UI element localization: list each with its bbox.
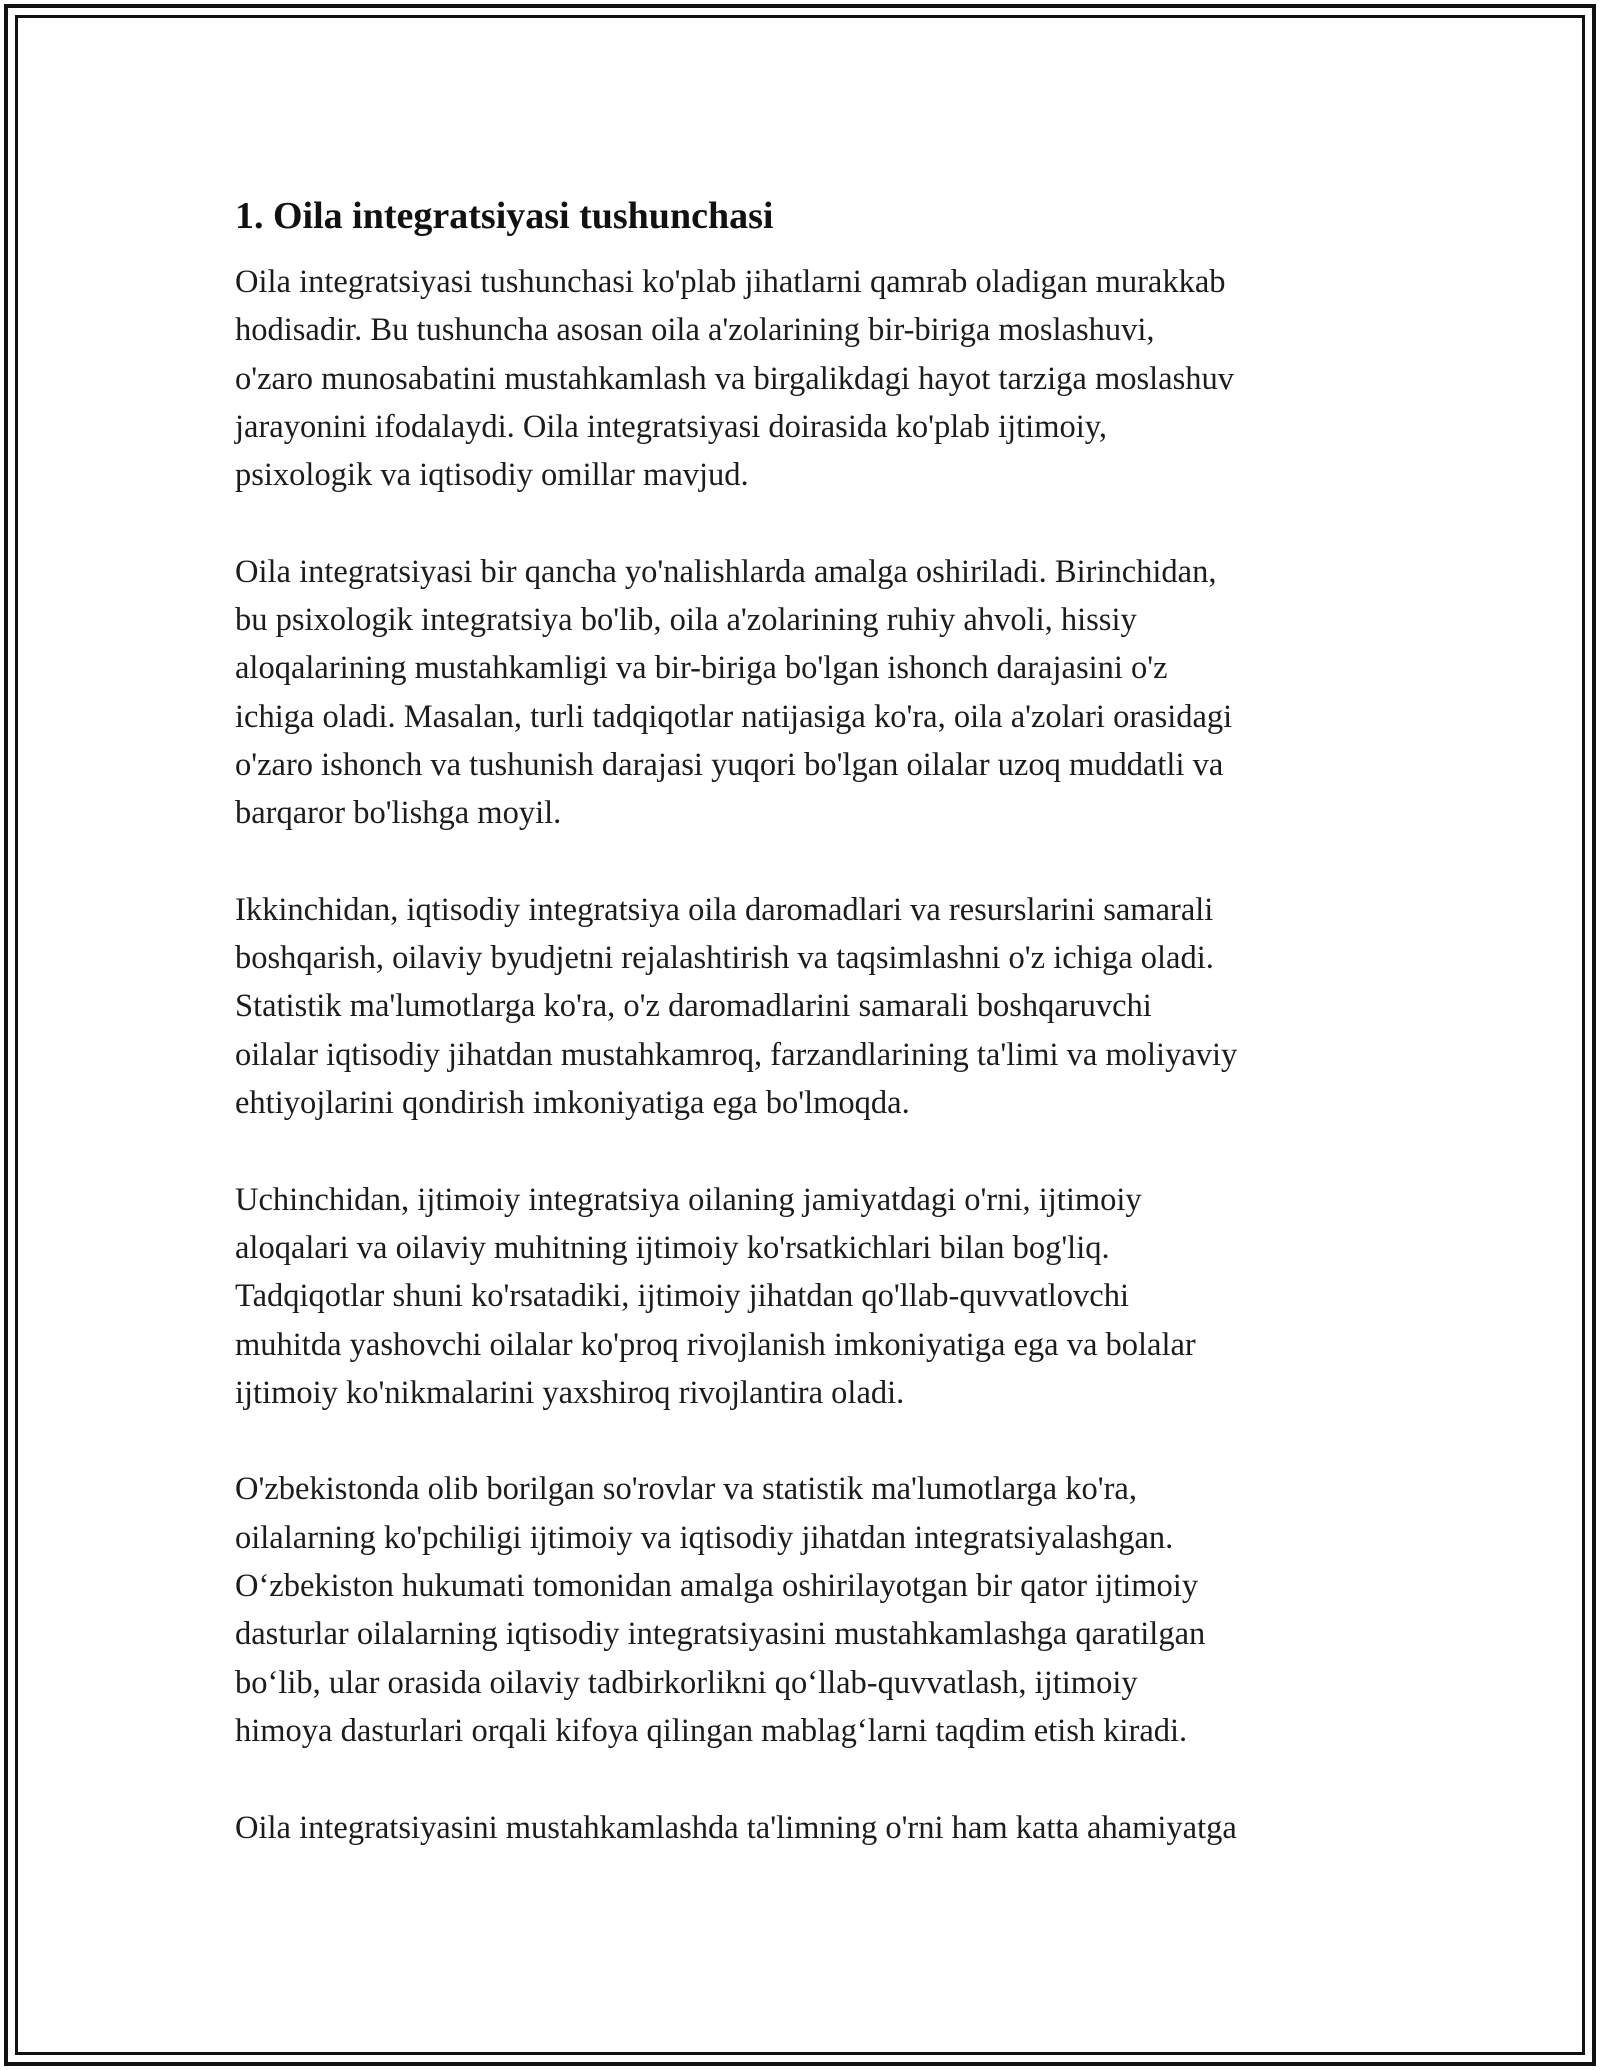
text-line: aloqalari va oilaviy muhitning ijtimoiy ko'rsatkichlari bilan bog'liq. (235, 1229, 1110, 1266)
text-line: o'zaro ishonch va tushunish darajasi yuqori bo'lgan oilalar uzoq muddatli va (235, 746, 1224, 783)
section-heading: 1. Oila integratsiyasi tushunchasi (235, 195, 774, 237)
text-line: oilalarning ko'pchiligi ijtimoiy va iqtisodiy jihatdan integratsiyalashgan. (235, 1519, 1174, 1556)
text-line: ehtiyojlarini qondirish imkoniyatiga ega bo'lmoqda. (235, 1085, 910, 1122)
text-line: Ikkinchidan, iqtisodiy integratsiya oila daromadlari va resurslarini samarali (235, 891, 1214, 928)
text-line: O'zbekistonda olib borilgan so'rovlar va statistik ma'lumotlarga ko'ra, (235, 1471, 1137, 1508)
text-line: aloqalarining mustahkamligi va bir-biriga bo'lgan ishonch darajasini o'z (235, 650, 1168, 687)
text-line: Tadqiqotlar shuni ko'rsatadiki, ijtimoiy jihatdan qo'llab-quvvatlovchi (235, 1278, 1130, 1315)
text-line: jarayonini ifodalaydi. Oila integratsiyasi doirasida ko'plab ijtimoiy, (235, 408, 1108, 445)
text-line: barqaror bo'lishga moyil. (235, 795, 562, 832)
text-line: O‘zbekiston hukumati tomonidan amalga oshirilayotgan bir qator ijtimoiy (235, 1568, 1199, 1605)
text-line: bu psixologik integratsiya bo'lib, oila a'zolarining ruhiy ahvoli, hissiy (235, 602, 1137, 639)
text-line: bo‘lib, ular orasida oilaviy tadbirkorlikni qo‘llab-quvvatlash, ijtimoiy (235, 1664, 1138, 1701)
text-line: ichiga oladi. Masalan, turli tadqiqotlar natijasiga ko'ra, oila a'zolari orasidagi (235, 698, 1233, 735)
text-line: muhitda yashovchi oilalar ko'proq rivojlanish imkoniyatiga ega va bolalar (235, 1326, 1196, 1363)
text-line: Oila integratsiyasini mustahkamlashda ta'limning o'rni ham katta ahamiyatga (235, 1809, 1237, 1846)
text-line: o'zaro munosabatini mustahkamlash va birgalikdagi hayot tarziga moslashuv (235, 360, 1234, 397)
text-line: psixologik va iqtisodiy omillar mavjud. (235, 457, 749, 494)
text-line: Statistik ma'lumotlarga ko'ra, o'z daromadlarini samarali boshqaruvchi (235, 988, 1152, 1025)
text-line: Oila integratsiyasi tushunchasi ko'plab jihatlarni qamrab oladigan murakkab (235, 264, 1226, 300)
paragraph-1 (235, 258, 1385, 499)
paragraph-4 (235, 1176, 1385, 1417)
text-line: oilalar iqtisodiy jihatdan mustahkamroq, farzandlarining ta'limi va moliyaviy (235, 1036, 1238, 1073)
text-line: Uchinchidan, ijtimoiy integratsiya oilaning jamiyatdagi o'rni, ijtimoiy (235, 1181, 1142, 1218)
paragraph-3 (235, 886, 1385, 1127)
document-body (235, 186, 1385, 1900)
text-line: ijtimoiy ko'nikmalarini yaxshiroq rivojlantira oladi. (235, 1374, 905, 1411)
text-line: dasturlar oilalarning iqtisodiy integratsiyasini mustahkamlashga qaratilgan (235, 1616, 1206, 1653)
text-line: hodisadir. Bu tushuncha asosan oila a'zolarining bir-biriga moslashuvi, (235, 312, 1155, 349)
paragraph-2 (235, 548, 1385, 838)
paragraph-5 (235, 1465, 1385, 1755)
text-line: boshqarish, oilaviy byudjetni rejalashtirish va taqsimlashni o'z ichiga oladi. (235, 940, 1214, 977)
text-line: himoya dasturlari orqali kifoya qilingan mablag‘larni taqdim etish kiradi. (235, 1712, 1188, 1749)
text-line: Oila integratsiyasi bir qancha yo'nalishlarda amalga oshiriladi. Birinchidan, (235, 553, 1217, 590)
paragraph-6 (235, 1804, 1385, 1852)
